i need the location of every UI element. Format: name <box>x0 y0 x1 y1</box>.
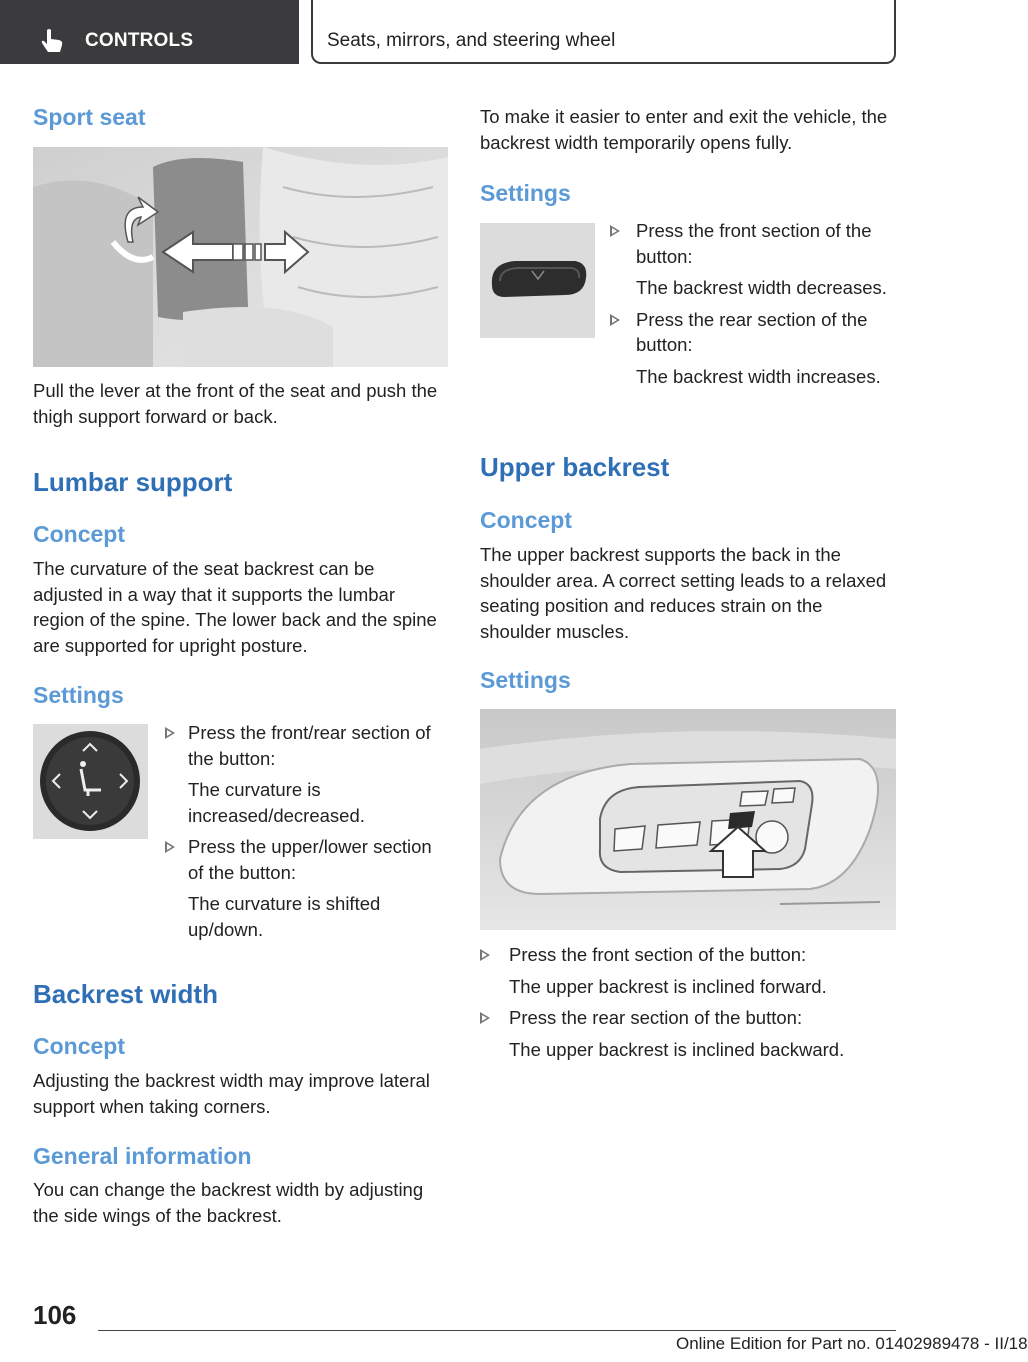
lumbar-concept-text: The curvature of the seat backrest can be adjusted in a way that it supports the lumbar region of the spine. The lower back and the spine are supported for upright posture. <box>33 558 437 656</box>
list-item-result: The curvature is increased/decreased. <box>188 779 365 826</box>
backrest-width-settings-heading: Settings <box>480 180 571 206</box>
list-item-result: The upper backrest is inclined forward. <box>509 975 827 997</box>
footer-edition: Online Edition for Part no. 01402989478 - II/18 <box>676 1334 1028 1353</box>
sport-seat-image <box>33 147 448 367</box>
list-item-action: Press the rear section of the button: <box>636 308 868 355</box>
sport-seat-heading: Sport seat <box>33 104 146 130</box>
list-item <box>610 218 896 301</box>
section-tab[interactable] <box>0 0 299 64</box>
bullet-triangle-icon <box>165 727 175 739</box>
chapter-title: Seats, mirrors, and steering wheel <box>327 30 616 51</box>
list-item-result: The backrest width decreases. <box>636 277 887 298</box>
general-information-text: You can change the backrest width by adjusting the side wings of the backrest. <box>33 1179 424 1226</box>
section-title: CONTROLS <box>85 30 194 51</box>
lumbar-control-icon <box>33 724 148 839</box>
seat-thigh-support-illustration <box>33 147 448 367</box>
seat-control-panel-illustration <box>480 709 896 930</box>
list-item-action: Press the front section of the button: <box>636 220 872 267</box>
backrest-width-settings-list <box>610 218 896 389</box>
list-item <box>480 1005 896 1062</box>
general-information-heading: General information <box>33 1143 252 1169</box>
bullet-triangle-icon <box>480 1012 490 1024</box>
upper-backrest-concept-heading: Concept <box>480 507 572 533</box>
list-item-result: The curvature is shifted up/down. <box>188 893 381 940</box>
list-item-result: The backrest width increases. <box>636 365 881 387</box>
list-item-action: Press the front/rear section of the button: <box>188 722 431 769</box>
footer-divider <box>98 1330 896 1331</box>
lumbar-settings-heading: Settings <box>33 682 124 708</box>
hand-pointer-icon <box>38 27 66 55</box>
width-button-icon <box>480 223 595 338</box>
backrest-width-concept-heading: Concept <box>33 1033 125 1059</box>
list-item-action: Press the upper/lower section of the button: <box>188 836 432 883</box>
list-item-action: Press the front section of the button: <box>509 944 807 965</box>
sport-seat-text: Pull the lever at the front of the seat and push the thigh support forward or back. <box>33 380 438 427</box>
upper-backrest-image <box>480 709 896 930</box>
list-item <box>165 720 450 828</box>
list-item <box>610 307 896 390</box>
page-header <box>0 0 960 66</box>
list-item-action: Press the rear section of the button: <box>509 1007 803 1028</box>
lumbar-button-image <box>33 724 148 839</box>
upper-backrest-settings-heading: Settings <box>480 667 571 693</box>
page-number: 106 <box>33 1300 77 1330</box>
list-item <box>165 834 450 942</box>
backrest-width-button-image <box>480 223 595 338</box>
chapter-tab[interactable] <box>311 0 896 64</box>
backrest-width-intro-text: To make it easier to enter and exit the vehicle, the backrest width temporarily opens fully. <box>480 106 888 153</box>
upper-backrest-heading: Upper backrest <box>480 452 670 482</box>
list-item-result: The upper backrest is inclined backward. <box>509 1038 845 1060</box>
lumbar-heading: Lumbar support <box>33 467 233 497</box>
lumbar-settings-list <box>165 720 450 942</box>
lumbar-concept-heading: Concept <box>33 521 125 547</box>
upper-backrest-settings-list <box>480 942 896 1062</box>
upper-backrest-concept-text: The upper backrest supports the back in the shoulder area. A correct setting leads to a relaxed seating position and reduces strain on the shoulder muscles. <box>480 544 887 642</box>
list-item <box>480 942 896 999</box>
bullet-triangle-icon <box>480 949 490 961</box>
bullet-triangle-icon <box>165 841 175 853</box>
backrest-width-concept-text: Adjusting the backrest width may improve lateral support when taking corners. <box>33 1070 430 1117</box>
bullet-triangle-icon <box>610 225 620 237</box>
backrest-width-heading: Backrest width <box>33 979 218 1009</box>
bullet-triangle-icon <box>610 314 620 326</box>
